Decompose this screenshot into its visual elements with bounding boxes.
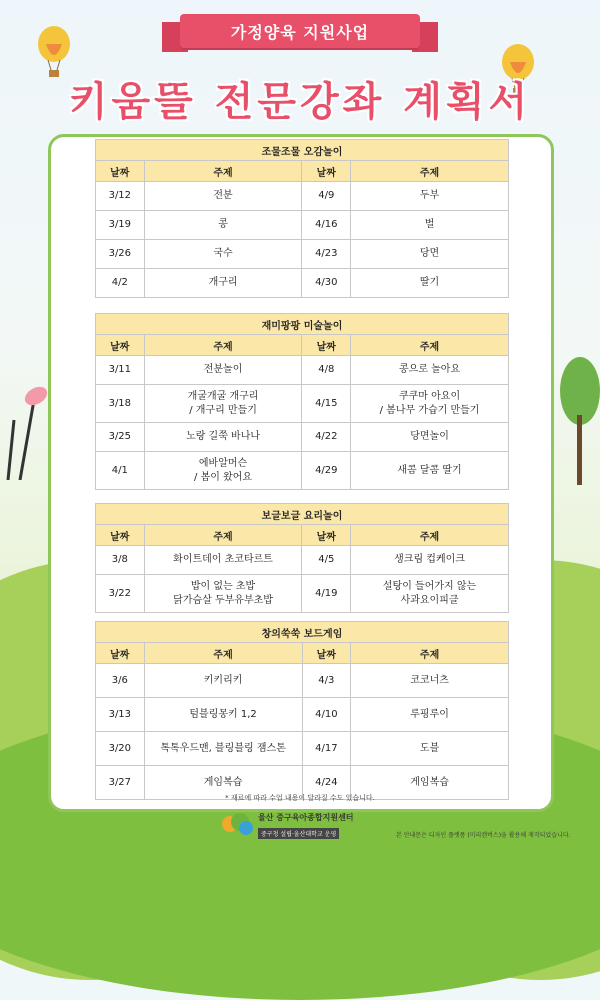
table-cell: 3/25	[96, 423, 145, 452]
column-header: 날짜	[302, 161, 351, 182]
table-cell: 전분놀이	[144, 356, 302, 385]
table-cell: 4/23	[302, 240, 351, 269]
table-cell: 4/15	[302, 385, 351, 423]
column-header: 주제	[144, 161, 302, 182]
table-cell: 3/11	[96, 356, 145, 385]
table-cell: 3/8	[96, 546, 145, 575]
table-cell: 4/3	[302, 664, 351, 698]
table-cell: 3/20	[96, 732, 145, 766]
table-row	[96, 698, 509, 732]
table-cell: 4/8	[302, 356, 351, 385]
table-cell: 4/9	[302, 182, 351, 211]
column-header: 주제	[351, 335, 509, 356]
organization-logo	[220, 810, 390, 840]
table-row	[96, 546, 509, 575]
schedule-table	[95, 313, 509, 490]
table-cell: 4/17	[302, 732, 351, 766]
section-title: 보글보글 요리놀이	[96, 504, 509, 525]
table-row	[96, 732, 509, 766]
schedule-table	[95, 503, 509, 613]
table-row	[96, 269, 509, 298]
table-row	[96, 211, 509, 240]
table-cell: 밥이 없는 초밥 닭가슴살 두부유부초밥	[144, 575, 302, 613]
table-row	[96, 182, 509, 211]
table-cell: 4/30	[302, 269, 351, 298]
table-cell: 3/26	[96, 240, 145, 269]
column-header: 날짜	[96, 525, 145, 546]
table-cell: 3/6	[96, 664, 145, 698]
table-cell: 4/5	[302, 546, 351, 575]
table-cell: 4/19	[302, 575, 351, 613]
table-cell: 새콤 달콤 딸기	[351, 452, 509, 490]
table-cell: 벌	[351, 211, 509, 240]
table-cell: 두부	[351, 182, 509, 211]
table-cell: 3/13	[96, 698, 145, 732]
table-cell: 노랑 길쭉 바나나	[144, 423, 302, 452]
column-header: 주제	[351, 161, 509, 182]
column-header: 날짜	[302, 335, 351, 356]
table-cell: 루핑루이	[351, 698, 509, 732]
column-header: 날짜	[96, 161, 145, 182]
table-cell: 화이트데이 초코타르트	[144, 546, 302, 575]
table-cell: 4/2	[96, 269, 145, 298]
column-header: 날짜	[96, 643, 145, 664]
column-header: 주제	[144, 335, 302, 356]
table-cell: 3/18	[96, 385, 145, 423]
table-cell: 게임복습	[351, 766, 509, 800]
table-cell: 톡톡우드맨, 블링블링 잼스톤	[144, 732, 302, 766]
column-header: 날짜	[96, 335, 145, 356]
table-cell: 게임복습	[144, 766, 302, 800]
column-header: 날짜	[302, 643, 351, 664]
table-cell: 설탕이 들어가지 않는 사과요이피클	[351, 575, 509, 613]
table-cell: 3/12	[96, 182, 145, 211]
table-cell: 4/22	[302, 423, 351, 452]
section-title: 조물조물 오감놀이	[96, 140, 509, 161]
table-cell: 전분	[144, 182, 302, 211]
table-cell: 콩	[144, 211, 302, 240]
table-cell: 4/24	[302, 766, 351, 800]
table-cell: 4/1	[96, 452, 145, 490]
table-cell: 3/22	[96, 575, 145, 613]
table-cell: 생크림 컵케이크	[351, 546, 509, 575]
table-row	[96, 240, 509, 269]
table-cell: 에바알머슨 / 봄이 왔어요	[144, 452, 302, 490]
table-cell: 개굴개굴 개구리 / 개구리 만들기	[144, 385, 302, 423]
section-title: 재미팡팡 미술놀이	[96, 314, 509, 335]
table-cell: 3/27	[96, 766, 145, 800]
table-cell: 코코너츠	[351, 664, 509, 698]
table-cell: 당면	[351, 240, 509, 269]
table-cell: 당면놀이	[351, 423, 509, 452]
program-ribbon: 가정양육 지원사업	[180, 14, 420, 48]
table-cell: 개구리	[144, 269, 302, 298]
footnote: * 재료에 따라 수업 내용이 달라질 수도 있습니다.	[225, 794, 375, 802]
section-title: 창의쑥쑥 보드게임	[96, 622, 509, 643]
organization-operator: 중구청 설립·울산대학교 운영	[258, 828, 339, 839]
table-row	[96, 575, 509, 613]
organization-name: 울산 중구육아종합지원센터	[258, 813, 354, 822]
schedule-panel	[48, 134, 554, 812]
center-logo-icon	[220, 810, 254, 840]
table-row	[96, 664, 509, 698]
table-cell: 딸기	[351, 269, 509, 298]
column-header: 주제	[144, 525, 302, 546]
design-credit: 본 안내문은 디자인 플랫폼 (미리캔버스)을 활용해 제작되었습니다.	[396, 832, 571, 839]
table-cell: 도블	[351, 732, 509, 766]
page-title: 키움뜰 전문강좌 계획서	[68, 79, 532, 125]
column-header: 날짜	[302, 525, 351, 546]
table-cell: 4/16	[302, 211, 351, 240]
column-header: 주제	[351, 525, 509, 546]
column-header: 주제	[351, 643, 509, 664]
table-cell: 쿠쿠마 아요이 / 봄나무 가습기 만들기	[351, 385, 509, 423]
table-cell: 텀블링몽키 1,2	[144, 698, 302, 732]
table-row	[96, 385, 509, 423]
table-cell: 4/10	[302, 698, 351, 732]
table-row	[96, 423, 509, 452]
table-cell: 국수	[144, 240, 302, 269]
table-cell: 콩으로 놀아요	[351, 356, 509, 385]
table-row	[96, 452, 509, 490]
schedule-table	[95, 139, 509, 298]
table-cell: 4/29	[302, 452, 351, 490]
table-cell: 키키리키	[144, 664, 302, 698]
table-row	[96, 356, 509, 385]
column-header: 주제	[144, 643, 302, 664]
tree-illustration	[548, 355, 600, 485]
schedule-table	[95, 621, 509, 800]
table-cell: 3/19	[96, 211, 145, 240]
